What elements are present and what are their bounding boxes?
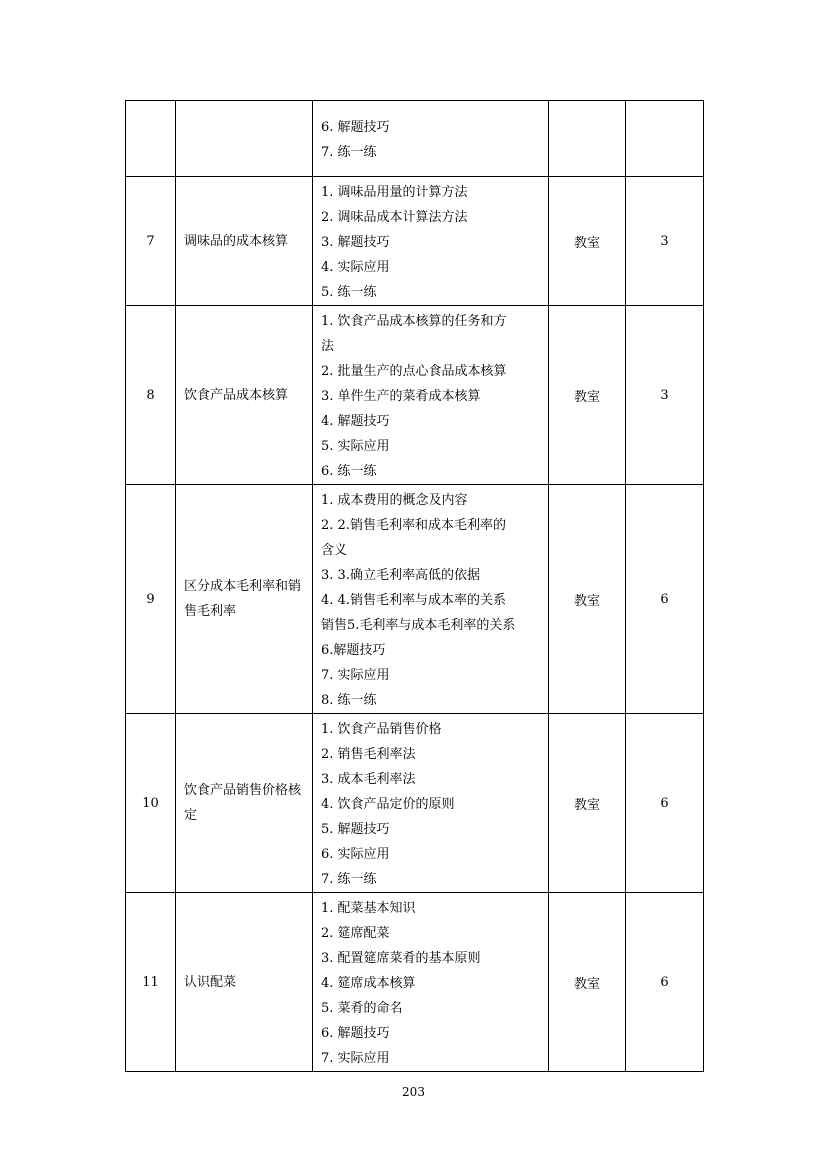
content-item: 3. 配置筵席菜肴的基本原则 [321,951,481,966]
content-item: 7. 实际应用 [321,668,390,683]
hours: 3 [626,306,704,485]
content-item: 4. 筵席成本核算 [321,976,416,991]
content-item: 法 [321,339,335,354]
table-row [126,714,704,893]
content-item: 含义 [321,543,348,558]
content-item: 5. 菜肴的命名 [321,1001,403,1016]
row-number: 10 [126,714,176,893]
content-items [313,714,549,893]
content-item: 6.解题技巧 [321,643,386,658]
content-item: 5. 实际应用 [321,439,390,454]
content-items [313,101,549,177]
content-item: 2. 调味品成本计算法方法 [321,210,468,225]
content-items [313,306,549,485]
content-item: 2. 销售毛利率法 [321,747,416,762]
topic-name: 饮食产品销售价格核定 [176,714,313,893]
content-item: 2. 2.销售毛利率和成本毛利率的 [321,518,506,533]
content-item: 2. 筵席配菜 [321,926,390,941]
content-item: 1. 饮食产品销售价格 [321,722,442,737]
content-item: 7. 实际应用 [321,1051,390,1066]
content-item: 3. 单件生产的菜肴成本核算 [321,389,481,404]
topic-name [176,101,313,177]
location: 教室 [549,893,626,1072]
content-item: 8. 练一练 [321,693,377,708]
content-item: 7. 练一练 [321,145,377,160]
row-number: 8 [126,306,176,485]
content-item: 4. 4.销售毛利率与成本率的关系 [321,593,506,608]
hours: 6 [626,485,704,714]
content-item: 3. 3.确立毛利率高低的依据 [321,568,480,583]
content-item: 3. 成本毛利率法 [321,772,416,787]
topic-name: 认识配菜 [176,893,313,1072]
location [549,101,626,177]
course-schedule-table [125,100,704,1072]
table-row [126,893,704,1072]
location: 教室 [549,177,626,306]
content-item: 6. 解题技巧 [321,1026,390,1041]
table-row [126,101,704,177]
hours [626,101,704,177]
row-number: 7 [126,177,176,306]
content-item: 1. 成本费用的概念及内容 [321,493,468,508]
content-item: 1. 配菜基本知识 [321,901,416,916]
table-row [126,306,704,485]
row-number: 9 [126,485,176,714]
location: 教室 [549,485,626,714]
content-item: 1. 饮食产品成本核算的任务和方 [321,314,507,329]
table-row [126,485,704,714]
hours: 6 [626,714,704,893]
content-item: 2. 批量生产的点心食品成本核算 [321,364,507,379]
content-item: 销售5.毛利率与成本毛利率的关系 [321,618,516,633]
topic-name: 饮食产品成本核算 [176,306,313,485]
content-item: 4. 实际应用 [321,260,390,275]
location: 教室 [549,714,626,893]
content-item: 4. 解题技巧 [321,414,390,429]
content-items [313,177,549,306]
content-item: 6. 实际应用 [321,847,390,862]
hours: 6 [626,893,704,1072]
content-item: 6. 练一练 [321,464,377,479]
content-item: 4. 饮食产品定价的原则 [321,797,455,812]
topic-name: 区分成本毛利率和销售毛利率 [176,485,313,714]
content-item: 7. 练一练 [321,872,377,887]
hours: 3 [626,177,704,306]
content-items [313,485,549,714]
row-number: 11 [126,893,176,1072]
content-items [313,893,549,1072]
location: 教室 [549,306,626,485]
content-item: 1. 调味品用量的计算方法 [321,185,468,200]
row-number [126,101,176,177]
topic-name: 调味品的成本核算 [176,177,313,306]
page-number: 203 [402,1085,425,1099]
table-row [126,177,704,306]
content-item: 6. 解题技巧 [321,120,390,135]
content-item: 5. 练一练 [321,285,377,300]
content-item: 5. 解题技巧 [321,822,390,837]
content-item: 3. 解题技巧 [321,235,390,250]
